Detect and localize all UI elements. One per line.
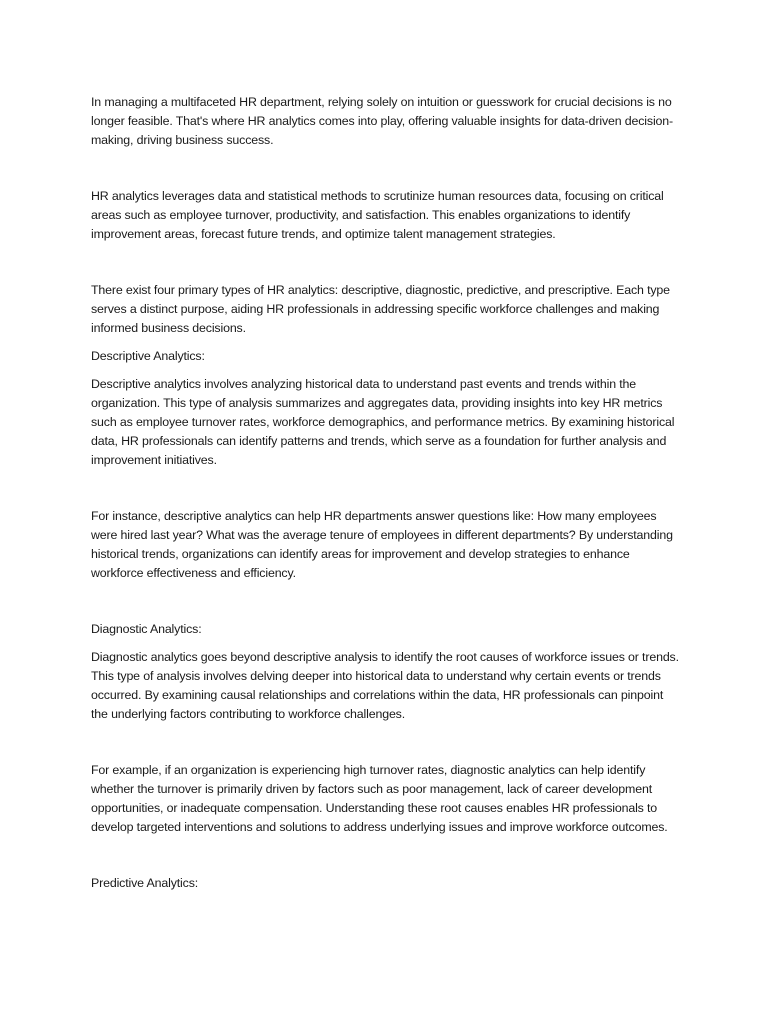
document-body: [91, 93, 681, 893]
paragraph-diagnostic-example: For example, if an organization is experiencing high turnover rates, diagnostic analytics can help identify whether the turnover is primarily driven by factors such as poor management, lack of career development opportunities, or inadequate compensation. Understanding these root causes enables HR professionals to develop targeted interventions and solutions to address underlying issues and improve workforce outcomes.: [91, 763, 668, 834]
paragraph-descriptive-example: For instance, descriptive analytics can help HR departments answer questions like: How many employees were hired last year? What was the average tenure of employees in different departments? By understanding historical trends, organizations can identify areas for improvement and develop strategies to enhance workforce effectiveness and efficiency.: [91, 509, 673, 580]
heading-diagnostic-analytics: Diagnostic Analytics:: [91, 622, 202, 636]
paragraph-descriptive-analytics: Descriptive analytics involves analyzing historical data to understand past events and trends within the organization. This type of analysis summarizes and aggregates data, providing insights into key HR metrics such as employee turnover rates, workforce demographics, and performance metrics. By examining historical data, HR professionals can identify patterns and trends, which serve as a foundation for further analysis and improvement initiatives.: [91, 377, 675, 467]
heading-predictive-analytics: Predictive Analytics:: [91, 876, 199, 890]
heading-descriptive-analytics: Descriptive Analytics:: [91, 349, 205, 363]
paragraph-intro: In managing a multifaceted HR department, relying solely on intuition or guesswork for crucial decisions is no longer feasible. That's where HR analytics comes into play, offering valuable insights for data-driven decision-making, driving business success.: [91, 95, 674, 147]
paragraph-hr-analytics-definition: HR analytics leverages data and statistical methods to scrutinize human resources data, focusing on critical areas such as employee turnover, productivity, and satisfaction. This enables organizations to identify improvement areas, forecast future trends, and optimize talent management strategies.: [91, 189, 664, 241]
paragraph-diagnostic-analytics: Diagnostic analytics goes beyond descriptive analysis to identify the root causes of workforce issues or trends. This type of analysis involves delving deeper into historical data to understand why certain events or trends occurred. By examining causal relationships and correlations within the data, HR professionals can pinpoint the underlying factors contributing to workforce challenges.: [91, 650, 679, 721]
paragraph-four-types: There exist four primary types of HR analytics: descriptive, diagnostic, predictive, and prescriptive. Each type serves a distinct purpose, aiding HR professionals in addressing specific workforce challenges and making informed business decisions.: [91, 283, 670, 335]
